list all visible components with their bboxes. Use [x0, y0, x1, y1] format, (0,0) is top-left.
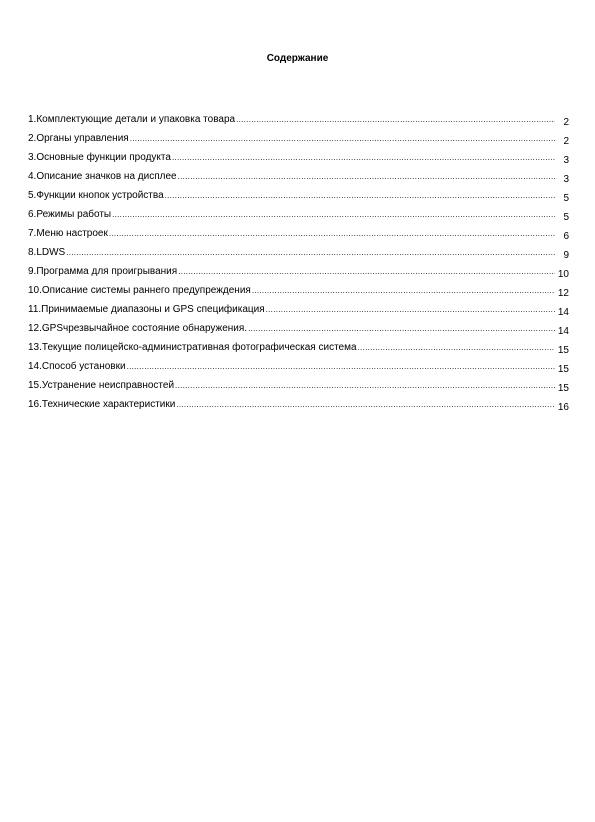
toc-entry — [28, 354, 569, 373]
toc-dot-leader — [358, 343, 555, 353]
toc-entry-page: 3 — [563, 174, 569, 185]
toc-entry-label: 13.Текущие полицейско-административная фотографическая система — [28, 342, 357, 353]
toc-entry — [28, 126, 569, 145]
toc-entry-page: 5 — [563, 193, 569, 204]
toc-entry-label: 15.Устранение неисправностей — [28, 380, 175, 391]
toc-entry — [28, 373, 569, 392]
toc-entry — [28, 297, 569, 316]
toc-entry — [28, 164, 569, 183]
toc-entry-page: 15 — [557, 364, 569, 375]
toc-entry-label: 4.Описание значков на дисплее — [28, 171, 177, 182]
toc-entry-page: 2 — [563, 136, 569, 147]
toc-entry — [28, 335, 569, 354]
toc-dot-leader — [127, 362, 555, 372]
page-title: Содержание — [266, 53, 329, 64]
toc-dot-leader — [266, 305, 555, 315]
toc-dot-leader — [66, 248, 555, 258]
toc-dot-leader — [112, 210, 555, 220]
toc-entry-page: 6 — [563, 231, 569, 242]
toc-dot-leader — [109, 229, 555, 239]
toc-entry — [28, 202, 569, 221]
toc-entry-page: 5 — [563, 212, 569, 223]
toc-dot-leader — [176, 400, 555, 410]
toc-dot-leader — [178, 267, 555, 277]
toc-entry-page: 16 — [557, 402, 569, 413]
toc-entry-label: 6.Режимы работы — [28, 209, 112, 220]
toc-dot-leader — [130, 134, 555, 144]
toc-entry — [28, 183, 569, 202]
table-of-contents — [28, 107, 569, 411]
toc-entry — [28, 259, 569, 278]
toc-entry — [28, 107, 569, 126]
toc-entry — [28, 392, 569, 411]
toc-entry — [28, 316, 569, 335]
toc-entry-label: 16.Технические характеристики — [28, 399, 176, 410]
toc-entry-label: 5.Функции кнопок устройства — [28, 190, 164, 201]
toc-entry-page: 15 — [557, 383, 569, 394]
toc-entry-label: 11.Принимаемые диапазоны и GPS спецификация — [28, 304, 265, 315]
toc-entry — [28, 278, 569, 297]
toc-entry-label: 1.Комплектующие детали и упаковка товара — [28, 114, 236, 125]
toc-entry-page: 12 — [557, 288, 569, 299]
toc-entry-label: 14.Способ установки — [28, 361, 126, 372]
toc-entry-page: 15 — [557, 345, 569, 356]
toc-entry-label: 3.Основные функции продукта — [28, 152, 171, 163]
toc-dot-leader — [175, 381, 555, 391]
toc-dot-leader — [172, 153, 555, 163]
toc-entry-page: 14 — [557, 307, 569, 318]
toc-dot-leader — [252, 286, 555, 296]
toc-entry-label: 2.Органы управления — [28, 133, 129, 144]
toc-entry — [28, 221, 569, 240]
toc-entry-label: 9.Программа для проигрывания — [28, 266, 178, 277]
toc-entry-label: 12.GPSчрезвычайное состояние обнаружения. — [28, 323, 248, 334]
toc-entry-page: 2 — [563, 117, 569, 128]
toc-entry-page: 14 — [557, 326, 569, 337]
toc-entry — [28, 145, 569, 164]
toc-dot-leader — [178, 172, 555, 182]
toc-dot-leader — [236, 115, 555, 125]
toc-entry-label: 10.Описание системы раннего предупреждения — [28, 285, 251, 296]
toc-entry-page: 9 — [563, 250, 569, 261]
toc-entry-label: 8.LDWS — [28, 247, 66, 258]
toc-entry-label: 7.Меню настроек — [28, 228, 108, 239]
toc-entry-page: 3 — [563, 155, 569, 166]
toc-dot-leader — [248, 324, 555, 334]
toc-dot-leader — [165, 191, 555, 201]
toc-entry — [28, 240, 569, 259]
toc-entry-page: 10 — [557, 269, 569, 280]
